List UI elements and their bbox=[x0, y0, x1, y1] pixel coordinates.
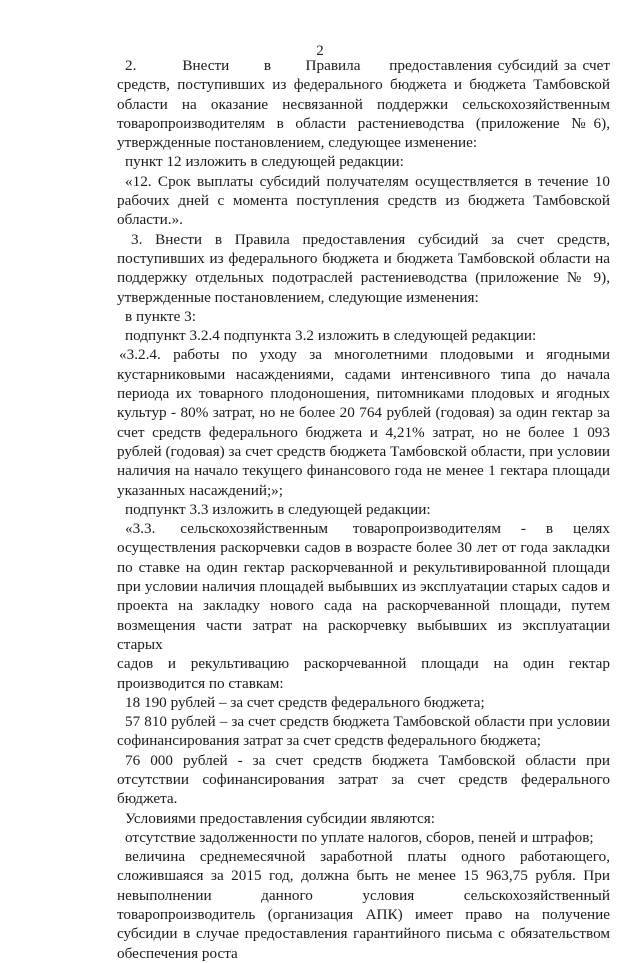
paragraph-conditions-heading: Условиями предоставления субсидии являются: bbox=[125, 809, 435, 827]
paragraph-item-12-heading: пункт 12 изложить в следующей редакции: bbox=[125, 153, 404, 171]
paragraph-item-12-text: «12. Срок выплаты субсидий получателям осуществляется в течение 10 рабочих дней с момента поступления средств из бюджета Тамбовской области.». bbox=[117, 172, 610, 229]
paragraph-subpoint-3-3-heading: подпункт 3.3 изложить в следующей редакции: bbox=[125, 500, 431, 518]
paragraph-condition-no-debt: отсутствие задолженности по уплате налогов, сборов, пеней и штрафов; bbox=[125, 828, 594, 846]
paragraph-condition-salary: величина среднемесячной заработной платы одного работающего, сложившаяся за 2015 год, должна быть не менее 15 963,75 рубля. При невыполнении данного условия сельскохозяйственный товаропроизводитель (организация АПК) имеет право на получение субсидии в случае предоставления гарантийного письма с обязательством обеспечения роста bbox=[117, 848, 610, 962]
document-body bbox=[117, 56, 610, 963]
page-number: 2 bbox=[316, 43, 324, 59]
paragraph-rate-regional-cofinanced: 57 810 рублей – за счет средств бюджета Тамбовской области при условии софинансирования затрат за счет средств федерального бюджета; bbox=[117, 713, 610, 750]
paragraph-subpoint-3-2-4-text: «3.2.4. работы по уходу за многолетними плодовыми и ягодными кустарниковыми насаждениями, садами интенсивного типа до начала периода их товарного плодоношения, питомниками плодовых и ягодных культур - 80% затрат, но не более 20 764 рублей (годовая) за один гектар за счет средств федерального бюджета и 4,21% затрат, но не более 1 093 рублей (годовая) за счет средств бюджета Тамбовской области, при условии наличия на начало текущего финансового года не менее 1 гектара площади указанных насаждений;»; bbox=[117, 346, 610, 499]
paragraph-rate-federal: 18 190 рублей – за счет средств федерального бюджета; bbox=[125, 693, 485, 711]
paragraph-rate-regional-only: 76 000 рублей - за счет средств бюджета Тамбовской области при отсутствии софинансирования затрат за счет средств федерального бюджета. bbox=[117, 751, 610, 808]
paragraph-subpoint-3-3-text: «3.3. сельскохозяйственным товаропроизводителям - в целях осуществления раскорчевки садов в возрасте более 30 лет от года закладки по ставке на один гектар раскорчеванной и рекультивированной площади при условии наличия площадей выбывших из эксплуатации старых садов и проекта на закладку нового сада на раскорчеванной площади, путем возмещения части затрат на раскорчевку выбывших из эксплуатации старых садов и рекультивацию раскорчеванной площади на один гектар производится по ставкам: bbox=[117, 520, 610, 692]
paragraph-subpoint-3-2-4-heading: подпункт 3.2.4 подпункта 3.2 изложить в следующей редакции: bbox=[125, 327, 537, 345]
paragraph-item-3: 3. Внести в Правила предоставления субсидий за счет средств, поступивших из федерального бюджета и бюджета Тамбовской области на поддержку отдельных подотраслей растениеводства (приложение № 9), утвержденные постановлением, следующие изменения: bbox=[117, 230, 610, 306]
paragraph-point-3: в пункте 3: bbox=[125, 307, 196, 325]
paragraph-item-2: 2. Внести в Правила предоставления субсидий за счет средств, поступивших из федерального бюджета и бюджета Тамбовской области на оказание несвязанной поддержки сельскохозяйственным товаропроизводителям в области растениеводства (приложение №6), утвержденные постановлением, следующее изменение: bbox=[117, 57, 610, 152]
